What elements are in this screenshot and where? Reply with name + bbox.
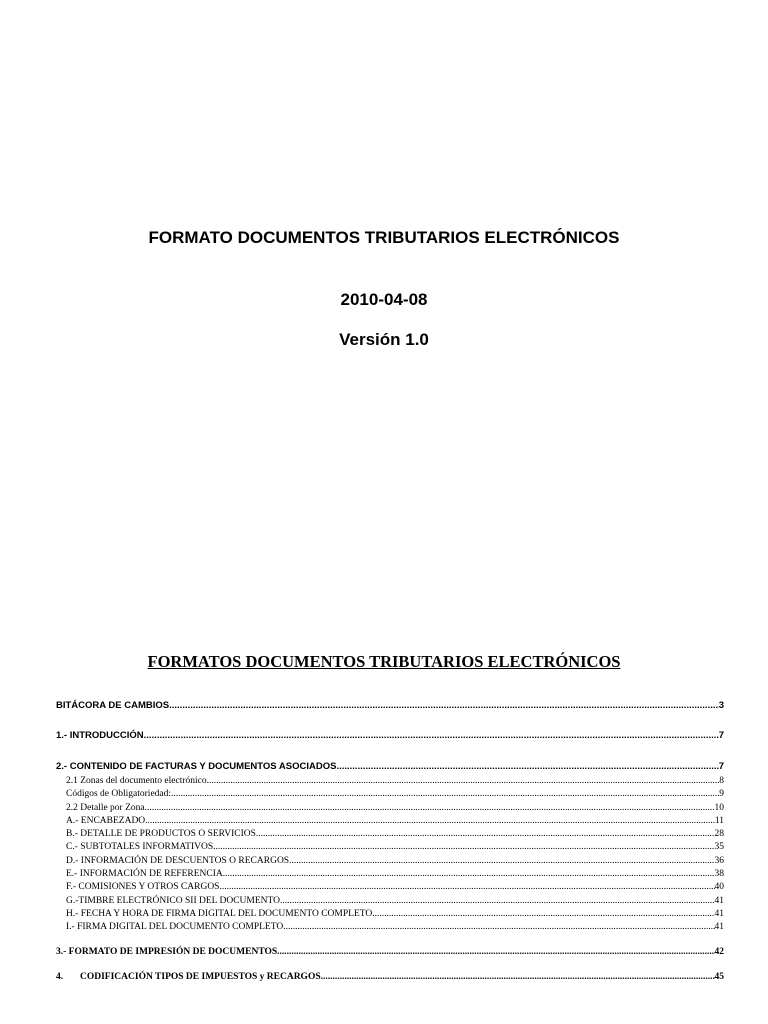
toc-entry-codificacion[interactable] [56, 971, 724, 983]
toc-dot-leader [169, 700, 719, 712]
toc-entry-page: 42 [714, 947, 724, 957]
toc-entry-page: 41 [714, 896, 724, 906]
toc-entry-page: 38 [714, 869, 724, 879]
toc-dot-leader [223, 868, 715, 880]
toc-entry-formato-impresion[interactable] [56, 946, 724, 958]
toc-dot-leader [277, 946, 714, 958]
toc-entry-text: C.- SUBTOTALES INFORMATIVOS [66, 842, 214, 852]
toc-entry-text: F.- COMISIONES Y OTROS CARGOS [66, 882, 220, 892]
toc-entry-page: 41 [714, 909, 724, 919]
toc-entry-text: 3.- FORMATO DE IMPRESIÓN DE DOCUMENTOS [56, 947, 278, 957]
toc-dot-leader [219, 881, 714, 893]
toc-entry-bitacora[interactable] [56, 700, 724, 712]
toc-entry-text: CODIFICACIÓN TIPOS DE IMPUESTOS y RECARGOS [80, 972, 321, 982]
toc-entry-text: G.-TIMBRE ELECTRÓNICO SII DEL DOCUMENTO. [66, 896, 283, 906]
toc-entry-text: 2.2 Detalle por Zona [66, 803, 145, 813]
toc-dot-leader [144, 730, 719, 742]
toc-entry-detalle-productos[interactable] [66, 828, 724, 840]
toc-dot-leader [282, 895, 714, 907]
toc-entry-subtotales[interactable] [66, 841, 724, 853]
toc-entry-referencia[interactable] [66, 868, 724, 880]
toc-entry-text: A.- ENCABEZADO. [66, 816, 148, 826]
toc-entry-comisiones[interactable] [66, 881, 724, 893]
toc-entry-text: E.- INFORMACIÓN DE REFERENCIA [66, 869, 223, 879]
toc-entry-introduccion[interactable] [56, 730, 724, 742]
toc-entry-page: 8 [719, 776, 724, 786]
toc-entry-detalle-zona[interactable] [66, 802, 724, 814]
toc-entry-text: B.- DETALLE DE PRODUCTOS O SERVICIOS [66, 829, 256, 839]
toc-dot-leader [171, 788, 719, 800]
toc-entry-page: 7 [718, 761, 724, 772]
document-version: Versión 1.0 [339, 330, 429, 349]
toc-dot-leader [286, 921, 715, 933]
toc-entry-text: D.- INFORMACIÓN DE DESCUENTOS O RECARGOS [66, 856, 290, 866]
toc-entry-encabezado[interactable] [66, 815, 724, 827]
toc-entry-text: BITÁCORA DE CAMBIOS [56, 700, 170, 711]
toc-entry-contenido[interactable] [56, 761, 724, 773]
toc-entry-page: 10 [714, 803, 724, 813]
toc-entry-page: 28 [714, 829, 724, 839]
toc-dot-leader [375, 908, 715, 920]
document-date: 2010-04-08 [340, 290, 428, 309]
toc-entry-firma-digital[interactable] [66, 921, 724, 933]
toc-entry-descuentos[interactable] [66, 855, 724, 867]
toc-entry-title [56, 971, 321, 983]
toc-entry-fecha-firma[interactable] [66, 908, 724, 920]
toc-dot-leader [339, 761, 719, 773]
toc-entry-zonas[interactable] [66, 775, 724, 787]
toc-entry-page: 9 [719, 789, 724, 799]
toc-entry-page: 35 [714, 842, 724, 852]
toc-entry-page: 3 [718, 700, 724, 711]
toc-entry-page: 41 [714, 922, 724, 932]
toc-entry-text: Códigos de Obligatoriedad: [66, 789, 172, 799]
toc-entry-page: 36 [714, 856, 724, 866]
toc-entry-text: 1.- INTRODUCCIÓN [56, 730, 144, 741]
toc-dot-leader [256, 828, 715, 840]
toc-entry-text: I.- FIRMA DIGITAL DEL DOCUMENTO COMPLETO. [66, 922, 286, 932]
toc-dot-leader [289, 855, 714, 867]
toc-dot-leader [207, 775, 720, 787]
toc-entry-text: 2.- CONTENIDO DE FACTURAS Y DOCUMENTOS ASOCIADOS. [56, 761, 340, 772]
toc-entry-text: 2.1 Zonas del documento electrónico [66, 776, 207, 786]
toc-dot-leader [145, 802, 715, 814]
document-title: FORMATO DOCUMENTOS TRIBUTARIOS ELECTRÓNICOS [148, 228, 620, 247]
toc-entry-timbre[interactable] [66, 895, 724, 907]
toc-entry-text: H.- FECHA Y HORA DE FIRMA DIGITAL DEL DOCUMENTO COMPLETO. [66, 909, 375, 919]
toc-dot-leader [148, 815, 715, 827]
toc-dot-leader [213, 841, 714, 853]
toc-entry-page: 45 [714, 972, 724, 982]
toc-entry-codigos[interactable] [66, 788, 724, 800]
toc-entry-page: 11 [714, 816, 724, 826]
toc-heading: FORMATOS DOCUMENTOS TRIBUTARIOS ELECTRÓNICOS [147, 652, 621, 671]
toc-entry-page: 7 [718, 730, 724, 741]
toc-dot-leader [321, 971, 715, 983]
toc-entry-page: 40 [714, 882, 724, 892]
toc-entry-number: 4. [56, 972, 64, 982]
